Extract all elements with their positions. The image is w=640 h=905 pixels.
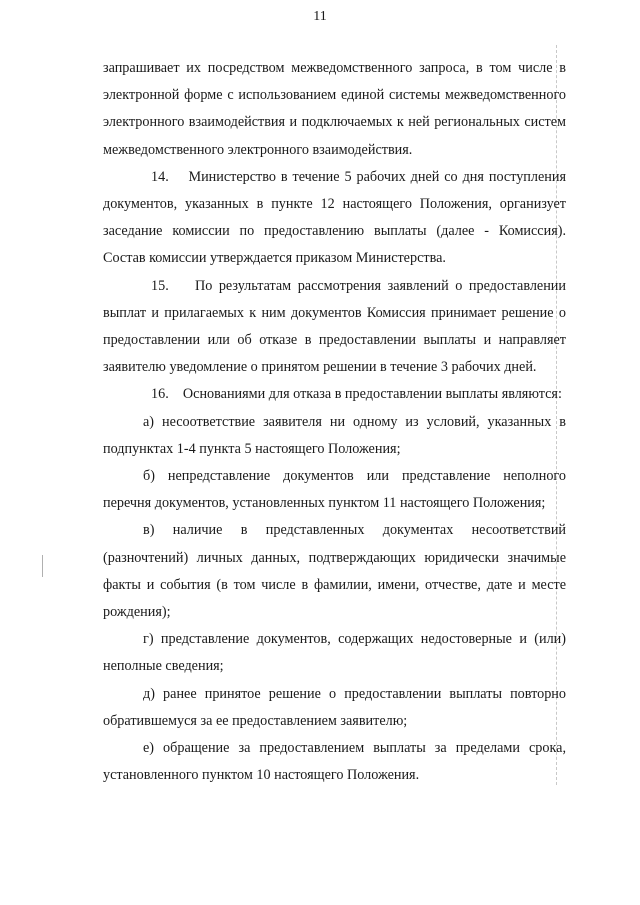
subparagraph-d: д) ранее принятое решение о предоставлении выплаты повторно обратившемуся за ее предоставлением заявителю; [103, 685, 566, 729]
paragraph-continuation: запрашивает их посредством межведомственного запроса, в том числе в электронной форме с использованием единой системы межведомственного электронного взаимодействия и подключаемых к ней региональных систем межведомственного электронного взаимодействия. [103, 60, 566, 158]
paragraph-14: 14. Министерство в течение 5 рабочих дней со дня поступления документов, указанных в пункте 12 настоящего Положения, организует заседание комиссии по предоставлению выплаты (далее - Комиссия). Состав комиссии утверждается приказом Министерства. [103, 168, 566, 267]
subparagraph-b: б) непредставление документов или представление неполного перечня документов, установленных пунктом 11 настоящего Положения; [103, 468, 566, 512]
page-number: 11 [313, 9, 327, 24]
subparagraph-a: а) несоответствие заявителя ни одному из условий, указанных в подпунктах 1-4 пункта 5 настоящего Положения; [103, 413, 566, 457]
document-body [103, 55, 566, 789]
paragraph-15: 15. По результатам рассмотрения заявлений о предоставлении выплат и прилагаемых к ним документов Комиссия принимает решение о предоставлении или об отказе в предоставлении выплаты и направляет заявителю уведомление о принятом решении в течение 3 рабочих дней. [103, 277, 566, 376]
paragraph-16: 16. Основаниями для отказа в предоставлении выплаты являются: [151, 386, 562, 403]
scan-margin-mark [42, 555, 43, 577]
subparagraph-v: в) наличие в представленных документах несоответствий (разночтений) личных данных, подтверждающих юридически значимые факты и события (в том числе в фамилии, имени, отчестве, дате и месте рождения); [103, 522, 566, 621]
subparagraph-g: г) представление документов, содержащих недостоверные и (или) неполные сведения; [103, 631, 566, 675]
subparagraph-e: е) обращение за предоставлением выплаты за пределами срока, установленного пунктом 10 настоящего Положения. [103, 740, 566, 784]
